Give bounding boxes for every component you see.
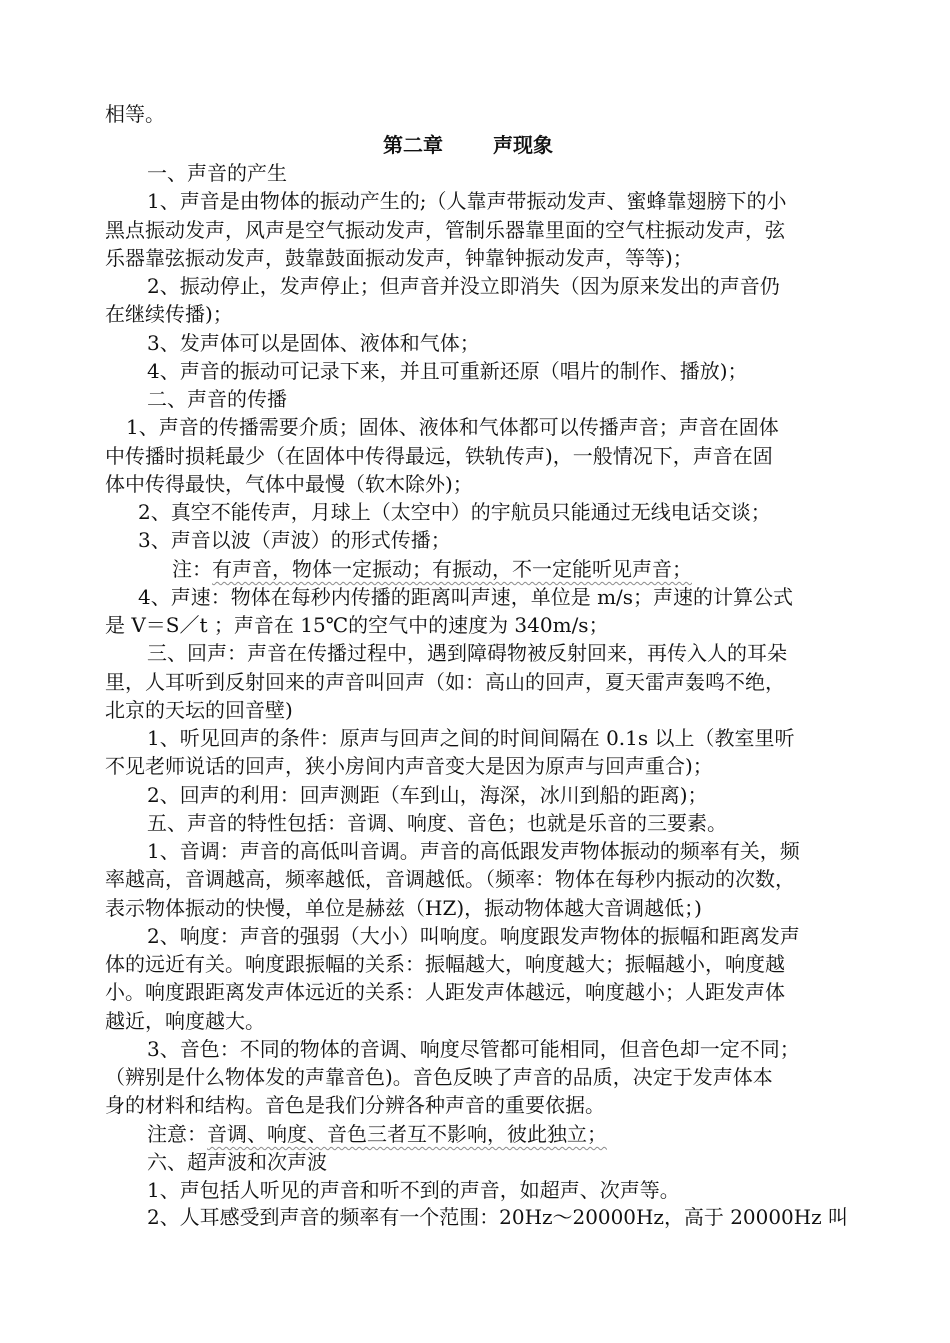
text-line: 1、音调：声音的高低叫音调。声音的高低跟发声物体振动的频率有关，频 <box>147 839 800 863</box>
text-line: 体的远近有关。响度跟振幅的关系：振幅越大，响度越大；振幅越小，响度越 <box>105 952 785 976</box>
text-line: 乐器靠弦振动发声，鼓靠鼓面振动发声，钟靠钟振动发声，等等)； <box>105 246 693 270</box>
text-line: 越近，响度越大。 <box>105 1009 265 1033</box>
text-line: 是 V＝S／t ；声音在 15℃的空气中的速度为 340m/s； <box>105 613 609 637</box>
text-line: 3、声音以波（声波）的形式传播； <box>138 528 451 552</box>
chapter-title <box>383 135 553 155</box>
note-label: 注： <box>172 557 212 581</box>
note-line <box>172 559 692 579</box>
section-heading: 一、声音的产生 <box>147 161 287 185</box>
section-heading: 二、声音的传播 <box>147 387 287 411</box>
text-line: 3、发声体可以是固体、液体和气体； <box>147 331 480 355</box>
text-line: 1、声音的传播需要介质；固体、液体和气体都可以传播声音；声音在固体 <box>126 415 779 439</box>
text-line: 体中传得最快，气体中最慢（软木除外)； <box>105 472 473 496</box>
chapter-name: 声现象 <box>493 133 553 157</box>
note-text: 音调、响度、音色三者互不影响，彼此独立； <box>207 1122 607 1146</box>
section-heading: 六、超声波和次声波 <box>147 1150 327 1174</box>
note-label: 注意： <box>147 1122 207 1146</box>
text-line: 2、真空不能传声，月球上（太空中）的宇航员只能通过无线电话交谈； <box>138 500 771 524</box>
text-line: 4、声速：物体在每秒内传播的距离叫声速，单位是 m/s；声速的计算公式 <box>138 585 794 609</box>
text-line: （辨别是什么物体发的声靠音色)。音色反映了声音的品质，决定于发声体本 <box>105 1065 773 1089</box>
chapter-number: 第二章 <box>383 133 443 157</box>
text-line: 4、声音的振动可记录下来，并且可重新还原（唱片的制作、播放)； <box>147 359 748 383</box>
text-line: 身的材料和结构。音色是我们分辨各种声音的重要依据。 <box>105 1093 605 1117</box>
text-line: 小。响度跟距离发声体远近的关系：人距发声体越远，响度越小；人距发声体 <box>105 980 785 1004</box>
text-line: 黑点振动发声，风声是空气振动发声，管制乐器靠里面的空气柱振动发声，弦 <box>105 218 785 242</box>
text-line: 2、振动停止，发声停止；但声音并没立即消失（因为原来发出的声音仍 <box>147 274 780 298</box>
text-line: 2、回声的利用：回声测距（车到山，海深，冰川到船的距离)； <box>147 783 708 807</box>
text-line: 不见老师说话的回声，狭小房间内声音变大是因为原声与回声重合)； <box>105 754 713 778</box>
text-line: 中传播时损耗最少（在固体中传得最远，铁轨传声)，一般情况下，声音在固 <box>105 444 773 468</box>
text-line: 相等。 <box>105 102 165 126</box>
note-line <box>147 1124 607 1144</box>
note-text: 有声音，物体一定振动；有振动，不一定能听见声音； <box>212 557 692 581</box>
text-line: 表示物体振动的快慢，单位是赫兹（HZ)，振动物体越大音调越低；) <box>105 896 702 920</box>
text-line: 2、人耳感受到声音的频率有一个范围：20Hz～20000Hz，高于 20000Hz 叫 <box>147 1205 848 1229</box>
text-line: 在继续传播)； <box>105 302 233 326</box>
text-line: 里，人耳听到反射回来的声音叫回声（如：高山的回声，夏天雷声轰鸣不绝， <box>105 670 785 694</box>
text-line: 率越高，音调越高，频率越低，音调越低。（频率：物体在每秒内振动的次数， <box>105 867 795 891</box>
text-line: 3、音色：不同的物体的音调、响度尽管都可能相同，但音色却一定不同； <box>147 1037 800 1061</box>
section-heading: 三、回声：声音在传播过程中，遇到障碍物被反射回来，再传入人的耳朵 <box>147 641 787 665</box>
text-line: 2、响度：声音的强弱（大小）叫响度。响度跟发声物体的振幅和距离发声 <box>147 924 800 948</box>
text-line: 北京的天坛的回音壁) <box>105 698 293 722</box>
text-line: 1、声包括人听见的声音和听不到的声音，如超声、次声等。 <box>147 1178 680 1202</box>
text-line: 1、声音是由物体的振动产生的;（人靠声带振动发声、蜜蜂靠翅膀下的小 <box>147 189 787 213</box>
section-heading: 五、声音的特性包括：音调、响度、音色；也就是乐音的三要素。 <box>147 811 727 835</box>
text-line: 1、听见回声的条件：原声与回声之间的时间间隔在 0.1s 以上（教室里听 <box>147 726 795 750</box>
